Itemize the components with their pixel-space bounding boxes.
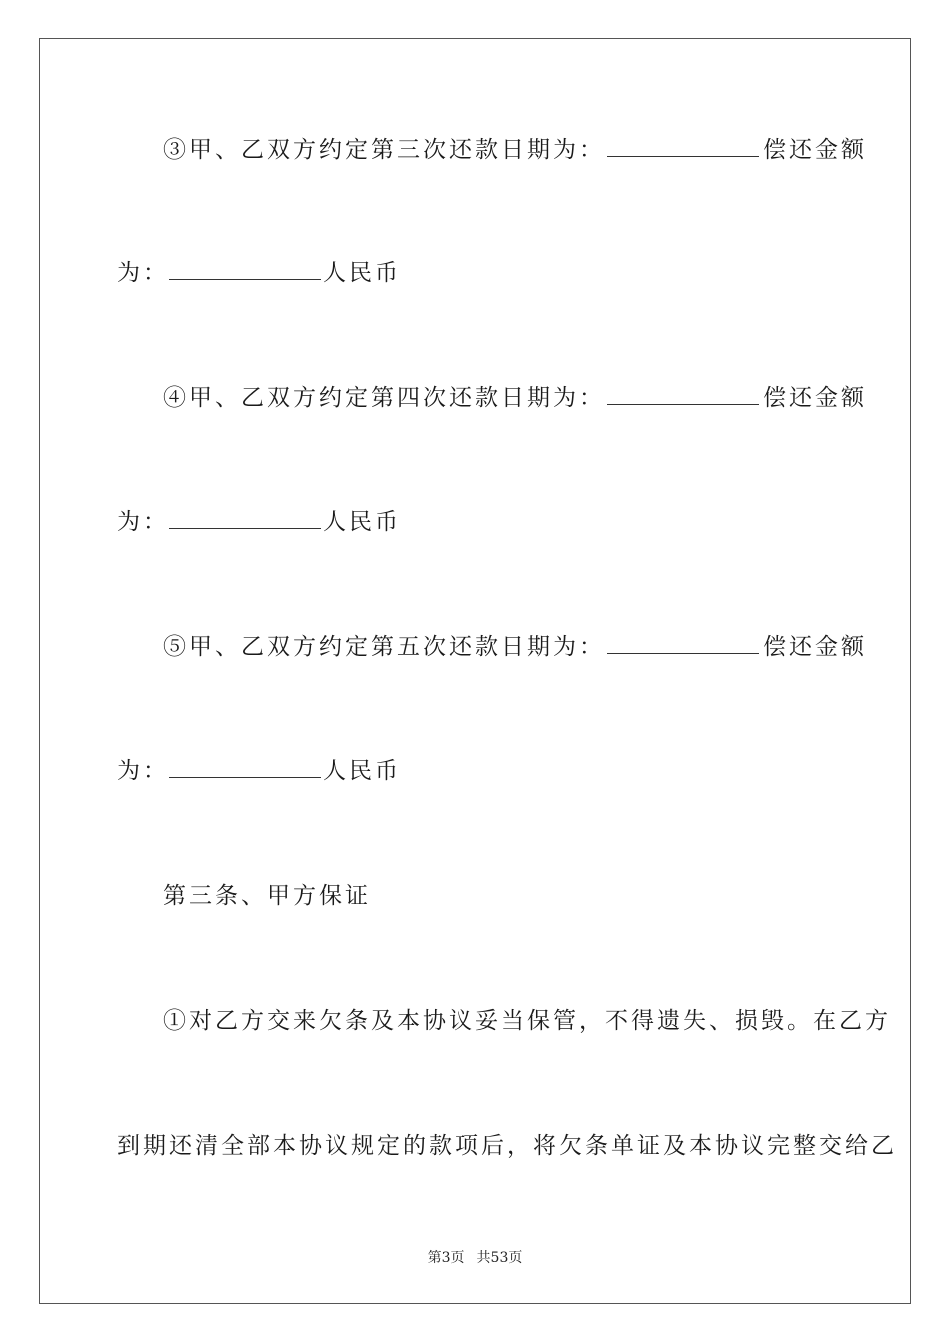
currency-label: 人民币 bbox=[323, 260, 401, 286]
repayment-3-amount-label: 偿还金额 bbox=[763, 137, 867, 163]
section-heading: 第三条、甲方保证 bbox=[163, 883, 371, 909]
repayment-3-date-text: ③甲、乙双方约定第三次还款日期为： bbox=[163, 137, 605, 163]
repayment-5-amount-line bbox=[117, 756, 401, 786]
amount-prefix: 为： bbox=[117, 758, 169, 784]
amount-blank-field bbox=[169, 757, 321, 778]
repayment-5-date-line bbox=[163, 632, 867, 662]
repayment-3-amount-line bbox=[117, 258, 401, 288]
repayment-5-date-text: ⑤甲、乙双方约定第五次还款日期为： bbox=[163, 634, 605, 660]
amount-prefix: 为： bbox=[117, 509, 169, 535]
date-blank-field bbox=[607, 384, 759, 405]
page-border bbox=[39, 38, 911, 1304]
repayment-4-date-line bbox=[163, 383, 867, 413]
clause-text-line-2: 到期还清全部本协议规定的款项后，将欠条单证及本协议完整交给乙 bbox=[117, 1133, 897, 1159]
repayment-5-amount-label: 偿还金额 bbox=[763, 634, 867, 660]
repayment-4-amount-line bbox=[117, 507, 401, 537]
repayment-4-date-text: ④甲、乙双方约定第四次还款日期为： bbox=[163, 385, 605, 411]
amount-prefix: 为： bbox=[117, 260, 169, 286]
currency-label: 人民币 bbox=[323, 758, 401, 784]
total-pages: 共53页 bbox=[476, 1250, 523, 1266]
repayment-3-date-line bbox=[163, 135, 867, 165]
clause-text-line-1: ①对乙方交来欠条及本协议妥当保管，不得遗失、损毁。在乙方 bbox=[163, 1008, 891, 1034]
date-blank-field bbox=[607, 633, 759, 654]
repayment-4-amount-label: 偿还金额 bbox=[763, 385, 867, 411]
amount-blank-field bbox=[169, 508, 321, 529]
date-blank-field bbox=[607, 136, 759, 157]
current-page-number: 第3页 bbox=[427, 1250, 465, 1266]
amount-blank-field bbox=[169, 259, 321, 280]
page-footer bbox=[0, 1247, 950, 1267]
currency-label: 人民币 bbox=[323, 509, 401, 535]
